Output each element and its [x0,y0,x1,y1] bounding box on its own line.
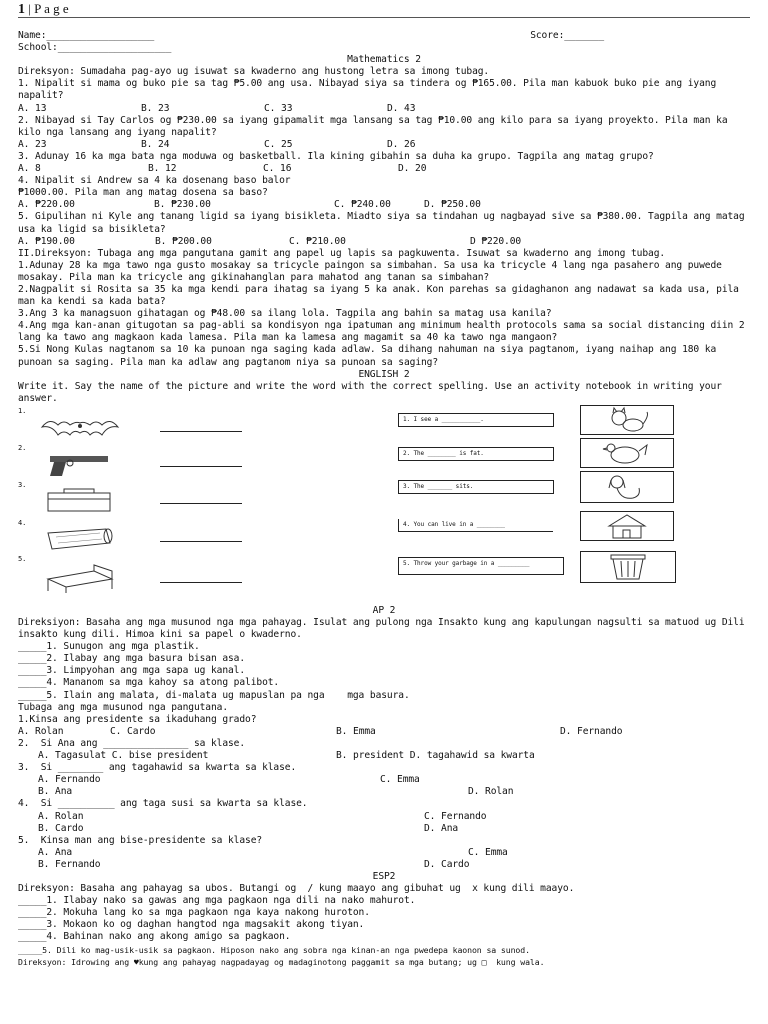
name-score-row [18,30,750,42]
choice-a[interactable]: A. 13 [18,102,47,114]
math-title: Mathematics 2 [347,54,421,66]
esp-statement-1[interactable]: _____1. Ilabay nako sa gawas ang mga pagkaon nga dili na nako mahurot. [18,895,416,907]
page-label: | P a g e [25,1,69,16]
choice-c[interactable]: C. 25 [264,138,293,150]
choice-a-c[interactable]: A. Tagasulat C. bise president [38,750,209,762]
choice-b[interactable]: B. Fernando [38,858,101,870]
ap-q1-choices [18,726,750,738]
page-header [18,0,750,17]
dog-icon [581,472,673,502]
math-problem-3: 3.Ang 3 ka managsuon gihatagan og ₱48.00 sa ilang lola. Tagpila ang bahin sa matag usa kanila? [18,308,552,320]
choice-a[interactable]: A. Fernando [38,774,101,786]
math-q2-choices [18,139,750,151]
ap-directions-2: Tubaga ang mga musunod nga pangutana. [18,701,229,713]
choice-b-d[interactable]: B. president D. tagahawid sa kwarta [336,750,535,762]
math-q4-choices [18,199,750,211]
math-problem-5: 5.Si Nong Kulas nagtanom sa 10 ka punoan nga saging kada adlaw. Sa dihang nahuman na siya pagtanom, iyang naihap ang 180 ka punoan sa saging. Pila man ka adlaw ang pagtanom niya sa punoan sa saging? [18,344,717,368]
ap-q5-choices-1 [18,847,750,859]
item-number: 5. [18,554,27,563]
answer-line[interactable] [160,541,242,542]
worksheet-page [18,0,750,967]
answer-picture-box [580,471,674,503]
ap-q4-choices-1 [18,811,750,823]
math-q2-text: 2. Nibayad si Tay Carlos og ₱230.00 sa iyang gipamalit mga lansang sa tag ₱10.00 ang kilo para sa iyang proyekto. Pila man ka kilo nga lansang ang iyang napalit? [18,114,728,138]
score-field[interactable]: Score:_______ [530,30,604,41]
hen-icon [581,439,673,467]
choice-b[interactable]: B. 23 [141,102,170,114]
sentence-box: 1. I see a ___________. [398,413,554,427]
choice-d[interactable]: D. Rolan [468,786,514,798]
math-q5-text: 5. Gipulihan ni Kyle ang tanang ligid sa iyang bisikleta. Miadto siya sa tindahan ug nagbayad sive sa ₱380.00. Tagpila ang matag usa ka ligid sa bisikleta? [18,211,745,235]
log-icon [40,523,120,553]
ap-q3: 3. Si ________ ang tagahawid sa kwarta sa klase. [18,762,297,774]
esp-directions: Direksyon: Basaha ang pahayag sa ubos. Butangi og / kung maayo ang gibuhat ug x kung dili maayo. [18,883,575,895]
english-title: ENGLISH 2 [358,368,410,380]
choice-a[interactable]: A. Ana [38,846,73,858]
esp-statement-4[interactable]: _____4. Bahinan nako ang akong amigo sa pagkaon. [18,931,291,943]
choice-c[interactable]: C. 16 [263,163,292,175]
choice-d[interactable]: D. ₱250.00 [424,199,481,211]
ap-q2-choices [18,750,750,762]
box-icon [40,485,120,515]
answer-picture-box [580,551,676,583]
choice-b[interactable]: B. ₱230.00 [154,199,211,211]
math-directions-2: II.Direksyon: Tubaga ang mga pangutana gamit ang papel ug lapis sa pagkuwenta. Isuwat sa kwaderno ang imong tubag. [18,247,666,259]
ap-q5-choices-2 [18,859,750,871]
answer-picture-box [580,438,674,468]
choice-d[interactable]: D. Ana [424,822,459,834]
ap-statement-1[interactable]: _____1. Sunugon ang mga plastik. [18,641,200,653]
ap-q3-choices-2 [18,786,750,798]
worksheet-content [18,30,750,968]
item-number: 3. [18,480,27,489]
answer-line[interactable] [160,582,242,583]
ap-q4-choices-2 [18,823,750,835]
math-problem-4: 4.Ang mga kan-anan gitugotan sa pag-abli sa kondisyon nga ipatuman ang minimum health protocols sama sa social distancing diin 2 lang ka tawo ang magkaon kada lamesa. Pila man ka lamesa ang magamit sa 40 ka tawo nga mangaon? [18,320,745,344]
english-directions: Write it. Say the name of the picture and write the word with the correct spelling. Use an activity notebook in writing your answer. [18,380,722,404]
choice-a[interactable]: A. 23 [18,138,47,150]
ap-q4: 4. Si __________ ang taga susi sa kwarta sa klase. [18,798,308,810]
school-field[interactable]: School:____________________ [18,42,172,54]
math-directions: Direksyon: Sumadaha pag-ayo ug isuwat sa kwaderno ang hustong letra sa imong tubag. [18,66,490,78]
math-q3-choices [18,163,750,175]
ap-title: AP 2 [372,604,396,616]
choice-a[interactable]: A. Rolan [38,810,84,822]
name-field[interactable]: Name:___________________ [18,30,155,41]
header-divider [18,17,750,18]
choice-d[interactable]: D. 43 [387,102,416,114]
ap-q3-choices-1 [18,774,750,786]
choice-c[interactable]: C. Fernando [424,810,487,822]
choice-d[interactable]: D. 20 [398,163,427,175]
math-q4-text: 4. Nipalit si Andrew sa 4 ka dosenang baso balor ₱1000.00. Pila man ang matag dosena sa baso? [18,175,291,199]
bat-icon [40,413,120,443]
ap-q2: 2. Si Ana ang _______________ sa klase. [18,737,246,749]
choice-a[interactable]: A. ₱220.00 [18,199,75,211]
ap-statement-3[interactable]: _____3. Limpyohan ang mga sapa ug kanal. [18,665,246,677]
math-q5-choices [18,236,750,248]
esp-title: ESP2 [372,870,396,882]
esp-statement-3[interactable]: _____3. Mokaon ko og daghan hangtod nga magsakit akong tiyan. [18,919,365,931]
english-picture-exercise [18,405,750,605]
choice-b[interactable]: B. Emma [336,725,376,737]
bed-icon [40,561,120,595]
item-number: 2. [18,443,27,452]
choice-b[interactable]: B. ₱200.00 [155,235,212,247]
choice-c[interactable]: C. ₱210.00 [289,235,346,247]
choice-d[interactable]: D. 26 [387,138,416,150]
trash-can-icon [581,552,675,582]
esp-statement-5[interactable]: _____5. Dili ko mag-usik-usik sa pagkaon. Hiposon nako ang sobra nga kinan-an nga pwedepa kaonon sa sunod. [18,944,530,955]
choice-a[interactable]: A. Rolan [18,725,64,737]
choice-b[interactable]: B. Cardo [38,822,84,834]
choice-c[interactable]: C. Emma [468,846,508,858]
answer-line[interactable] [160,466,242,467]
esp-directions-2: Direksyon: Idrowing ang ♥kung ang pahayag nagpadayag og madaginotong paggamit sa mga butang; ug □ kung wala. [18,956,545,967]
ap-statement-4[interactable]: _____4. Mananom sa mga kahoy sa atong palibot. [18,677,280,689]
choice-d[interactable]: D ₱220.00 [470,235,522,247]
choice-c[interactable]: C. Cardo [110,725,156,737]
ap-q5: 5. Kinsa man ang bise-presidente sa klase? [18,834,263,846]
answer-line[interactable] [160,431,242,432]
choice-c[interactable]: C. Emma [380,774,420,786]
choice-a[interactable]: A. ₱190.00 [18,235,75,247]
house-icon [581,512,673,540]
math-q1-text: 1. Nipalit si mama og buko pie sa tag ₱5.00 ang usa. Nibayad siya sa tindera og ₱165.00. Pila man kabuok buko pie ang iyang napalit? [18,78,717,102]
answer-picture-box [580,405,674,435]
choice-a[interactable]: A. 8 [18,163,41,175]
choice-b[interactable]: B. 24 [141,138,170,150]
answer-picture-box [580,511,674,541]
choice-b[interactable]: B. Ana [38,786,73,798]
math-problem-2: 2.Nagpalit si Rosita sa 35 ka mga kendi para ihatag sa iyang 5 ka anak. Kon parehas sa gidaghanon ang nadawat sa kada usa, pila man ka kendi sa kada bata? [18,283,739,308]
item-number: 1. [18,406,27,415]
math-q3-text: 3. Adunay 16 ka mga bata nga moduwa og basketball. Ila kining gibahin sa duha ka grupo. Tagpila ang matag grupo? [18,150,654,162]
sentence-box: 3. The _______ sits. [398,480,554,494]
item-number: 4. [18,518,27,527]
sentence-box: 2. The ________ is fat. [398,447,554,461]
choice-b[interactable]: B. 12 [148,163,177,175]
choice-d[interactable]: D. Fernando [560,725,623,737]
ap-statement-5[interactable]: _____5. Ilain ang malata, di-malata ug mapuslan pa nga mga basura. [18,689,410,701]
page-number: 1 [18,2,25,17]
choice-c[interactable]: C. ₱240.00 [334,199,391,211]
ap-directions: Direksiyon: Basaha ang mga musunod nga mga pahayag. Isulat ang pulong nga Insakto kung ang kapulungan nagsulti sa matuod ug Dili insakto kung dili. Himoa kini sa papel o kwaderno. [18,617,745,641]
ap-statement-2[interactable]: _____2. Ilabay ang mga basura bisan asa. [18,653,246,665]
choice-c[interactable]: C. 33 [264,102,293,114]
esp-statement-2[interactable]: _____2. Mokuha lang ko sa mga pagkaon nga kaya nakong huroton. [18,907,370,919]
choice-d[interactable]: D. Cardo [424,858,470,870]
ap-q1: 1.Kinsa ang presidente sa ikaduhang grado? [18,713,257,725]
math-q1-choices [18,103,750,115]
gun-icon [40,448,120,478]
sentence-box: 4. You can live in a ________ [398,519,553,532]
answer-line[interactable] [160,503,242,504]
math-problem-1: 1.Adunay 28 ka mga tawo nga gusto mosakay sa tricycle paingon sa simbahan. Sa usa ka tricycle 4 lang nga pasahero ang puwede mosakay. Pila man ka tricycle ang gikinahanglan para mahatod ang tanan sa simbahan? [18,259,722,283]
sentence-box: 5. Throw your garbage in a _________ [398,557,564,575]
cat-icon [581,406,673,434]
